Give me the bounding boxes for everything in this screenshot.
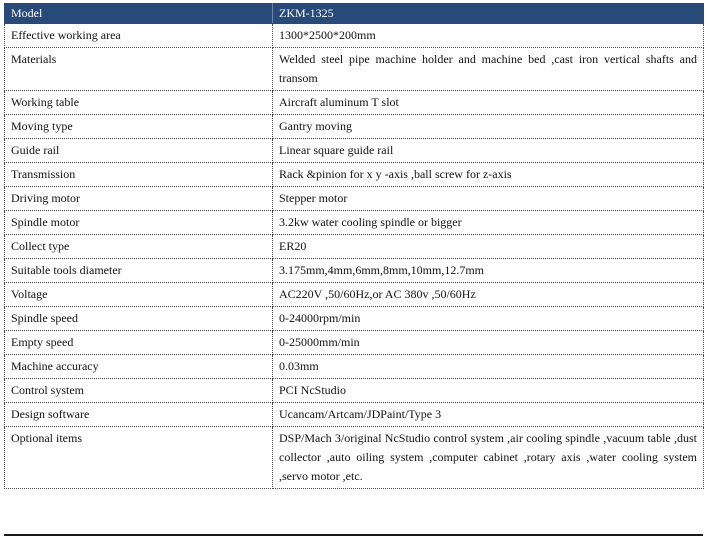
row-value: Ucancam/Artcam/JDPaint/Type 3 (273, 403, 704, 427)
row-label: Effective working area (5, 24, 273, 48)
table-row (5, 115, 704, 139)
table-row (5, 259, 704, 283)
row-label: Guide rail (5, 139, 273, 163)
table-row (5, 307, 704, 331)
row-label: Empty speed (5, 331, 273, 355)
row-value: 0-24000rpm/min (273, 307, 704, 331)
table-header-row (5, 4, 704, 24)
row-value: 3.175mm,4mm,6mm,8mm,10mm,12.7mm (273, 259, 704, 283)
row-value: ER20 (273, 235, 704, 259)
row-label: Spindle speed (5, 307, 273, 331)
table-row (5, 427, 704, 489)
table-row (5, 91, 704, 115)
row-value: 1300*2500*200mm (273, 24, 704, 48)
row-label: Working table (5, 91, 273, 115)
row-value: DSP/Mach 3/original NcStudio control system ,air cooling spindle ,vacuum table ,dust collector ,auto oiling system ,computer cabinet ,rotary axis ,water cooling system ,servo motor ,etc. (273, 427, 704, 489)
row-label: Control system (5, 379, 273, 403)
row-value: 3.2kw water cooling spindle or bigger (273, 211, 704, 235)
table-row (5, 379, 704, 403)
spec-sheet (4, 3, 703, 489)
row-label: Driving motor (5, 187, 273, 211)
spec-table (4, 3, 704, 489)
row-label: Materials (5, 48, 273, 91)
row-value: Aircraft aluminum T slot (273, 91, 704, 115)
row-label: Suitable tools diameter (5, 259, 273, 283)
row-value: PCI NcStudio (273, 379, 704, 403)
table-row (5, 211, 704, 235)
row-label: Optional items (5, 427, 273, 489)
table-row (5, 355, 704, 379)
bottom-rule (4, 534, 703, 536)
table-row (5, 331, 704, 355)
row-value: Linear square guide rail (273, 139, 704, 163)
table-row (5, 24, 704, 48)
row-value: 0.03mm (273, 355, 704, 379)
table-row (5, 48, 704, 91)
header-value: ZKM-1325 (273, 4, 704, 24)
row-label: Machine accuracy (5, 355, 273, 379)
table-row (5, 139, 704, 163)
table-row (5, 403, 704, 427)
row-label: Design software (5, 403, 273, 427)
row-label: Voltage (5, 283, 273, 307)
row-label: Transmission (5, 163, 273, 187)
row-value: 0-25000mm/min (273, 331, 704, 355)
row-label: Collect type (5, 235, 273, 259)
table-row (5, 283, 704, 307)
row-value: Rack &pinion for x y -axis ,ball screw for z-axis (273, 163, 704, 187)
row-label: Spindle motor (5, 211, 273, 235)
row-value: AC220V ,50/60Hz,or AC 380v ,50/60Hz (273, 283, 704, 307)
table-row (5, 235, 704, 259)
row-label: Moving type (5, 115, 273, 139)
table-row (5, 163, 704, 187)
table-row (5, 187, 704, 211)
row-value: Gantry moving (273, 115, 704, 139)
header-label: Model (5, 4, 273, 24)
row-value: Stepper motor (273, 187, 704, 211)
row-value: Welded steel pipe machine holder and machine bed ,cast iron vertical shafts and transom (273, 48, 704, 91)
